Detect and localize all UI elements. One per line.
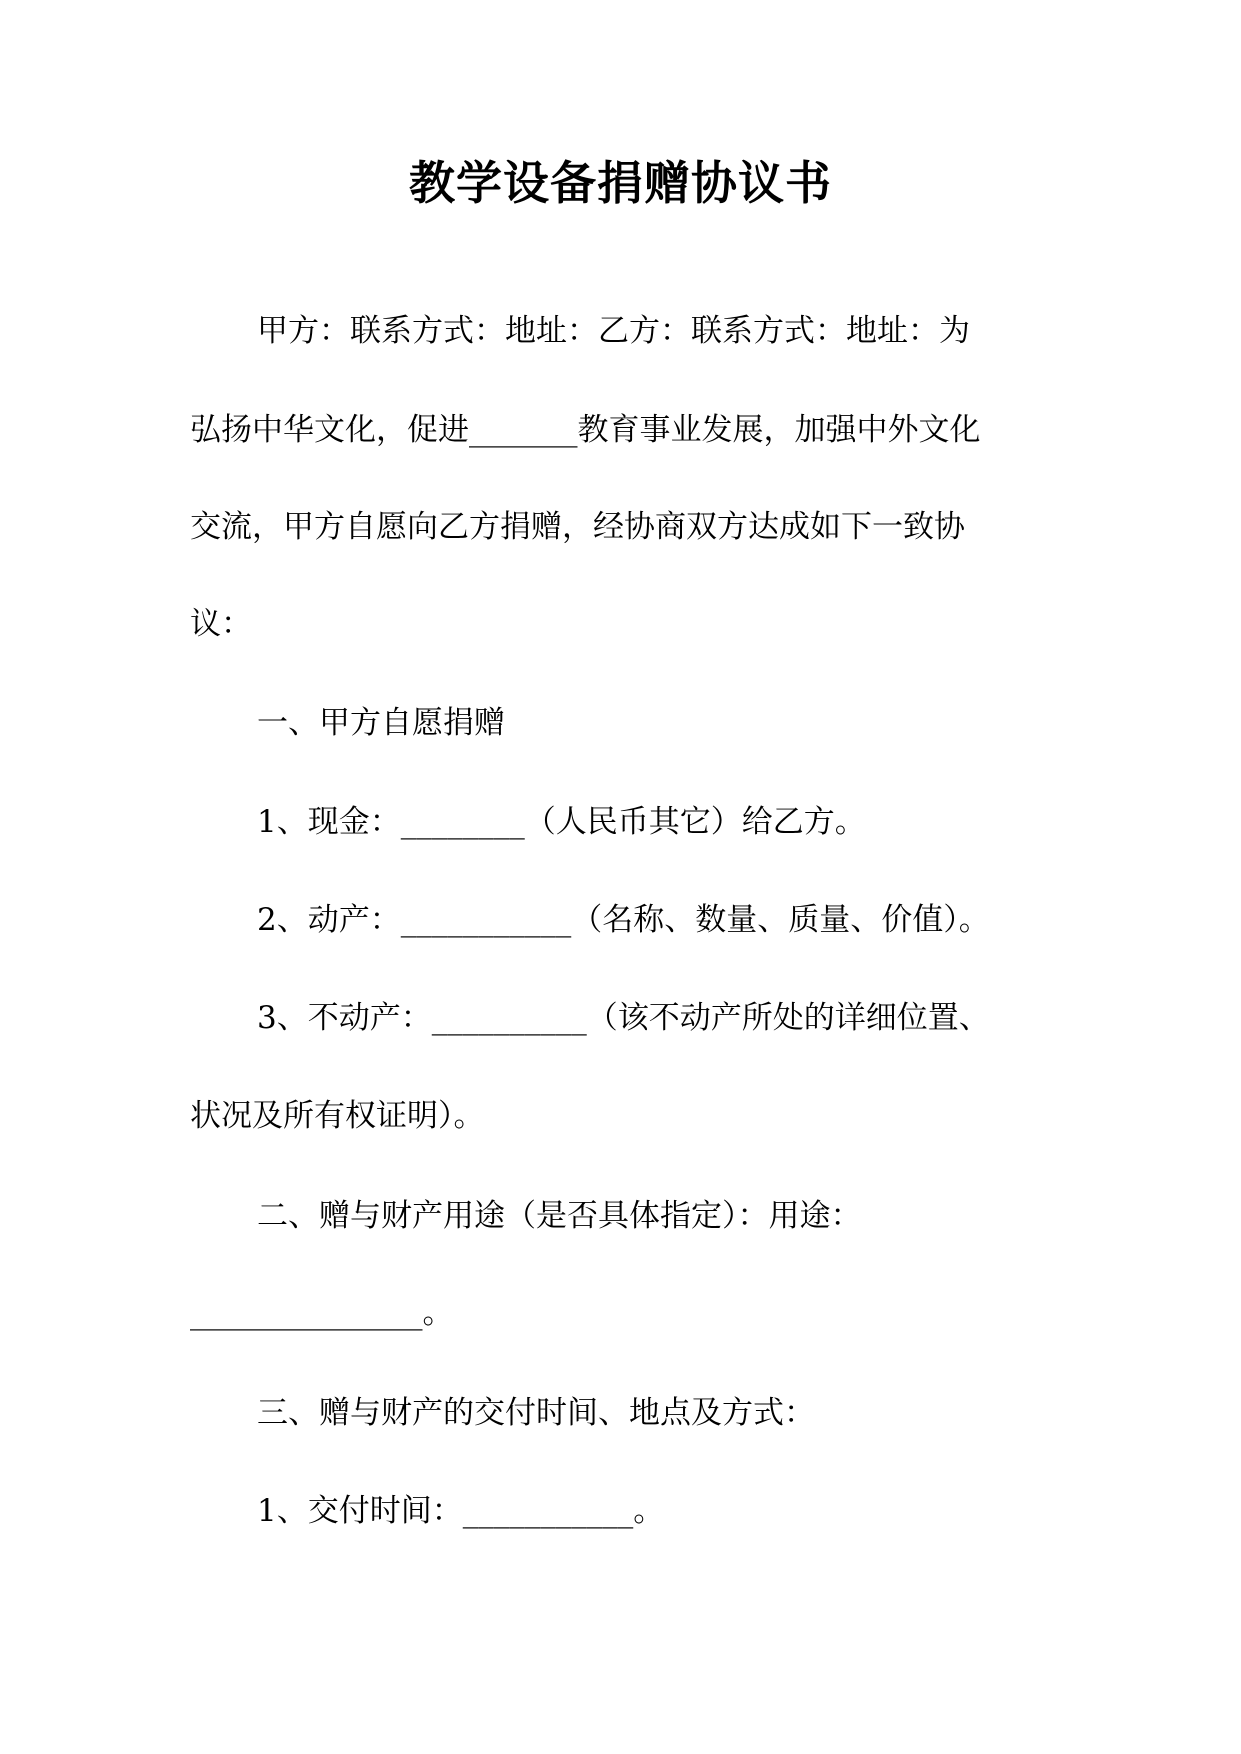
paragraph-line: 弘扬中华文化，促进_______教育事业发展，加强中外文化	[190, 412, 981, 448]
clause-line: 1、交付时间：___________。	[257, 1493, 665, 1529]
section-heading: 三、赠与财产的交付时间、地点及方式：	[257, 1395, 815, 1431]
clause-line: 状况及所有权证明）。	[190, 1098, 485, 1134]
document-title: 教学设备捐赠协议书	[409, 156, 832, 210]
paragraph-line: 交流，甲方自愿向乙方捐赠，经协商双方达成如下一致协	[190, 509, 965, 545]
section-heading: 二、赠与财产用途（是否具体指定）：用途：	[257, 1198, 862, 1234]
clause-line: _______________。	[190, 1295, 454, 1331]
clause-line: 2、动产：___________（名称、数量、质量、价值）。	[257, 902, 990, 938]
paragraph-line: 议：	[190, 606, 252, 642]
section-heading: 一、甲方自愿捐赠	[257, 705, 505, 741]
clause-line: 1、现金：________（人民币其它）给乙方。	[257, 804, 866, 840]
paragraph-line: 甲方：联系方式：地址：乙方：联系方式：地址：为	[257, 313, 970, 349]
clause-line: 3、不动产：__________（该不动产所处的详细位置、	[257, 1000, 990, 1036]
